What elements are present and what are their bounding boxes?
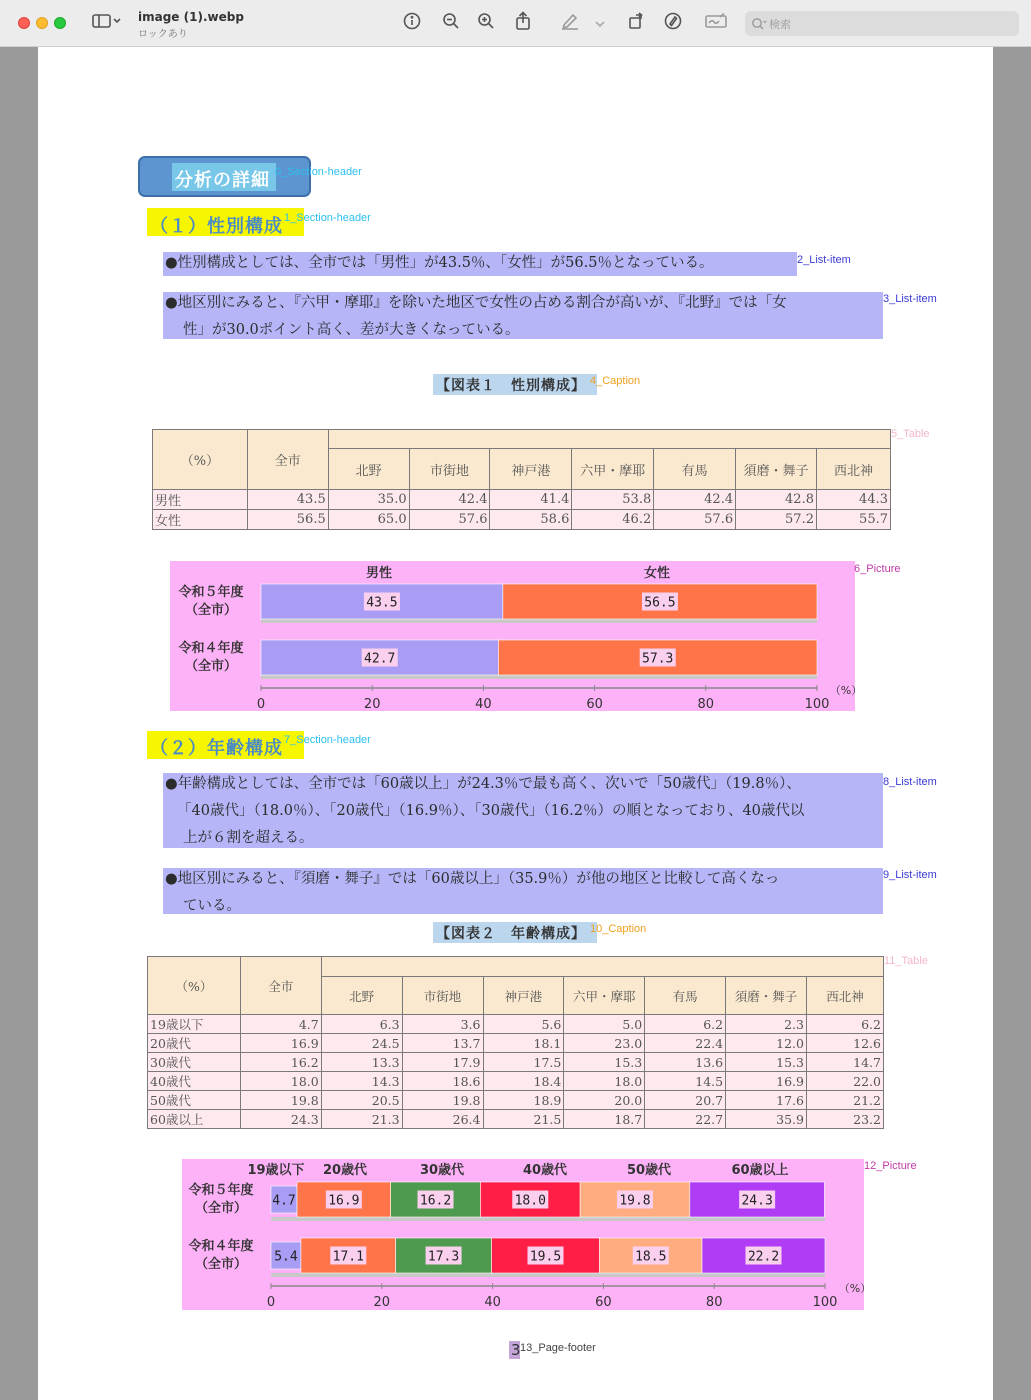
value-label: 22.2 <box>747 1249 780 1265</box>
table-cell: 65.0 <box>328 510 409 530</box>
table-cell: 43.5 <box>247 490 328 510</box>
table-cell: 18.1 <box>483 1034 564 1053</box>
age-list-item-1-region-label: 8_List-item <box>883 776 937 788</box>
x-tick-label: 60 <box>586 697 603 712</box>
table-cell: 42.4 <box>409 490 490 510</box>
value-label: 5.4 <box>274 1249 298 1265</box>
table-header-cell: 有馬 <box>654 449 736 490</box>
table-cell: 18.7 <box>564 1110 645 1129</box>
paragraph-line: ●地区別にみると、『六甲・摩耶』を除いた地区で女性の占める割合が高いが、『北野』では「女 <box>165 295 787 311</box>
table-cell: 18.0 <box>564 1072 645 1091</box>
table-header-cell: 須磨・舞子 <box>726 977 807 1015</box>
table-cell: 5.0 <box>564 1015 645 1034</box>
gender-caption: 【図表１ 性別構成】 <box>436 378 586 394</box>
legend-label: 40歳代 <box>522 1163 568 1178</box>
table-cell: 17.9 <box>402 1053 483 1072</box>
table-corner: （%） <box>153 430 248 490</box>
category-label: （全市） <box>194 1201 248 1216</box>
table-cell: 14.5 <box>645 1072 726 1091</box>
legend-label: 20歳代 <box>322 1163 368 1178</box>
table-header-cell: 六甲・摩耶 <box>564 977 645 1015</box>
gender-heading-region-label: 1_Section-header <box>284 212 371 224</box>
value-label: 16.9 <box>328 1193 360 1209</box>
x-tick-label: 100 <box>804 697 830 712</box>
legend-label: 女性 <box>643 566 671 581</box>
table-cell: 22.7 <box>645 1110 726 1129</box>
table-header-cell: 北野 <box>321 977 402 1015</box>
table-cell: 35.0 <box>328 490 409 510</box>
category-label: 令和５年度 <box>188 1183 254 1198</box>
table-cell: 13.3 <box>321 1053 402 1072</box>
table-cell: 6.2 <box>807 1015 884 1034</box>
x-tick-label: 20 <box>363 697 381 712</box>
value-label: 57.3 <box>642 651 674 667</box>
bar-shadow <box>271 1273 825 1277</box>
table-header-all-city: 全市 <box>240 957 321 1015</box>
paragraph-line: ている。 <box>183 898 241 914</box>
table-cell: 5.6 <box>483 1015 564 1034</box>
table-cell: 24.3 <box>240 1110 321 1129</box>
table-cell: 57.2 <box>736 510 817 530</box>
table-cell: 14.3 <box>321 1072 402 1091</box>
table-cell: 14.7 <box>807 1053 884 1072</box>
table-row-label: 19歳以下 <box>148 1015 241 1034</box>
document-lock-status: ロックあり <box>138 29 188 40</box>
table-cell: 20.5 <box>321 1091 402 1110</box>
x-unit-label: （%） <box>829 684 863 697</box>
table-cell: 15.3 <box>564 1053 645 1072</box>
gender-heading: （１）性別構成 <box>150 216 283 237</box>
table-row-label: 40歳代 <box>148 1072 241 1091</box>
table-header-cell: 神戸港 <box>490 449 572 490</box>
table-cell: 16.2 <box>240 1053 321 1072</box>
paragraph-line: 上が６割を超える。 <box>183 830 314 846</box>
age-caption-region-label: 10_Caption <box>590 923 647 935</box>
page-footer-region-label: 13_Page-footer <box>520 1342 596 1354</box>
table-cell: 46.2 <box>572 510 654 530</box>
table-cell: 12.0 <box>726 1034 807 1053</box>
table-cell: 23.0 <box>564 1034 645 1053</box>
value-label: 17.1 <box>332 1249 364 1265</box>
table-cell: 21.3 <box>321 1110 402 1129</box>
table-cell: 4.7 <box>240 1015 321 1034</box>
table-cell: 2.3 <box>726 1015 807 1034</box>
table-cell: 20.0 <box>564 1091 645 1110</box>
legend-label: 19歳以下 <box>247 1163 305 1178</box>
gender-list-item-2-region-label: 3_List-item <box>883 293 937 305</box>
table-row-label: 20歳代 <box>148 1034 241 1053</box>
age-heading-region-label: 7_Section-header <box>284 734 371 746</box>
gender-chart-region-label: 6_Picture <box>854 563 901 575</box>
table-cell: 13.7 <box>402 1034 483 1053</box>
value-label: 4.7 <box>272 1193 296 1209</box>
x-tick-label: 0 <box>266 1295 276 1310</box>
table-cell: 22.0 <box>807 1072 884 1091</box>
gender-caption-region-label: 4_Caption <box>590 375 641 387</box>
table-header-cell: 有馬 <box>645 977 726 1015</box>
table-row-label: 男性 <box>153 490 248 510</box>
table-cell: 18.0 <box>240 1072 321 1091</box>
table-cell: 18.9 <box>483 1091 564 1110</box>
table-cell: 13.6 <box>645 1053 726 1072</box>
table-cell: 41.4 <box>490 490 572 510</box>
table-cell: 18.4 <box>483 1072 564 1091</box>
x-tick-label: 80 <box>697 697 715 712</box>
search-placeholder: 検索 <box>769 18 791 31</box>
table-cell: 22.4 <box>645 1034 726 1053</box>
table-cell: 6.3 <box>321 1015 402 1034</box>
table-cell: 24.5 <box>321 1034 402 1053</box>
age-table-region-label: 11_Table <box>884 955 928 967</box>
category-label: （全市） <box>184 659 238 674</box>
value-label: 19.5 <box>529 1249 562 1265</box>
legend-label: 男性 <box>365 566 393 581</box>
table-cell: 17.5 <box>483 1053 564 1072</box>
table-header-cell: 市街地 <box>402 977 483 1015</box>
table-cell: 42.8 <box>736 490 817 510</box>
legend-label: 60歳以上 <box>731 1163 789 1178</box>
value-label: 24.3 <box>741 1193 773 1209</box>
table-cell: 57.6 <box>654 510 736 530</box>
x-tick-label: 40 <box>484 1295 501 1310</box>
table-corner: （%） <box>148 957 241 1015</box>
table-header-cell: 須磨・舞子 <box>736 449 817 490</box>
table-row-label: 30歳代 <box>148 1053 241 1072</box>
value-label: 56.5 <box>644 595 676 611</box>
table-cell: 42.4 <box>654 490 736 510</box>
table-cell: 26.4 <box>402 1110 483 1129</box>
paragraph-line: ●性別構成としては、全市では「男性」が43.5％、「女性」が56.5％となっている。 <box>165 255 714 271</box>
page-number: 3 <box>511 1341 521 1359</box>
category-label: （全市） <box>184 603 238 618</box>
table-header-cell: 西北神 <box>816 449 890 490</box>
table-cell: 58.6 <box>490 510 572 530</box>
table-header-cell: 神戸港 <box>483 977 564 1015</box>
table-cell: 19.8 <box>240 1091 321 1110</box>
document-title: image (1).webp <box>138 10 244 24</box>
category-label: 令和４年度 <box>188 1239 254 1254</box>
table-cell: 23.2 <box>807 1110 884 1129</box>
table-header-cell: 市街地 <box>409 449 490 490</box>
paragraph-line: 「40歳代」（18.0％）、「20歳代」（16.9％）、「30歳代」（16.2％）の順となっており、40歳代以 <box>177 803 805 819</box>
value-label: 16.2 <box>419 1193 452 1209</box>
x-tick-label: 80 <box>705 1295 723 1310</box>
table-cell: 15.3 <box>726 1053 807 1072</box>
value-label: 18.5 <box>635 1249 667 1265</box>
x-tick-label: 40 <box>475 697 492 712</box>
table-cell: 35.9 <box>726 1110 807 1129</box>
bar-shadow <box>271 1217 825 1221</box>
paragraph-line: ●年齢構成としては、全市では「60歳以上」が24.3％で最も高く、次いで「50歳代」（19.8％）、 <box>165 776 801 792</box>
table-cell: 18.6 <box>402 1072 483 1091</box>
age-heading: （２）年齢構成 <box>150 738 283 759</box>
paragraph-line: ●地区別にみると、『須磨・舞子』では「60歳以上」（35.9％）が他の地区と比較して高くなっ <box>165 871 780 887</box>
category-label: （全市） <box>194 1257 248 1272</box>
gender-list-item-1-region-label: 2_List-item <box>797 254 851 266</box>
table-cell: 44.3 <box>816 490 890 510</box>
table-cell: 17.6 <box>726 1091 807 1110</box>
x-tick-label: 100 <box>812 1295 838 1310</box>
value-label: 19.8 <box>619 1193 651 1209</box>
category-label: 令和４年度 <box>178 641 244 656</box>
table-header-cell: 西北神 <box>807 977 884 1015</box>
table-cell: 55.7 <box>816 510 890 530</box>
table-header-cell: 北野 <box>328 449 409 490</box>
table-cell: 6.2 <box>645 1015 726 1034</box>
age-chart-region-label: 12_Picture <box>864 1160 917 1172</box>
table-header-cell: 六甲・摩耶 <box>572 449 654 490</box>
table-cell: 20.7 <box>645 1091 726 1110</box>
table-cell: 16.9 <box>240 1034 321 1053</box>
table-cell: 19.8 <box>402 1091 483 1110</box>
category-label: 令和５年度 <box>178 585 244 600</box>
table-header-all-city: 全市 <box>247 430 328 490</box>
table-cell: 53.8 <box>572 490 654 510</box>
table-row-label: 女性 <box>153 510 248 530</box>
section-header-region-label: 0_Section-header <box>275 166 362 178</box>
age-caption: 【図表２ 年齢構成】 <box>436 926 586 942</box>
table-cell: 56.5 <box>247 510 328 530</box>
legend-label: 50歳代 <box>626 1163 672 1178</box>
legend-label: 30歳代 <box>419 1163 465 1178</box>
table-cell: 21.5 <box>483 1110 564 1129</box>
x-tick-label: 60 <box>595 1295 612 1310</box>
table-cell: 57.6 <box>409 510 490 530</box>
value-label: 42.7 <box>364 651 396 667</box>
table-cell: 3.6 <box>402 1015 483 1034</box>
table-cell: 16.9 <box>726 1072 807 1091</box>
x-unit-label: （%） <box>838 1282 872 1295</box>
value-label: 18.0 <box>514 1193 546 1209</box>
gender-table-region-label: 5_Table <box>891 428 930 440</box>
value-label: 43.5 <box>366 595 398 611</box>
table-row-label: 50歳代 <box>148 1091 241 1110</box>
table-cell: 12.6 <box>807 1034 884 1053</box>
x-tick-label: 0 <box>256 697 266 712</box>
age-list-item-2-region-label: 9_List-item <box>883 869 937 881</box>
x-tick-label: 20 <box>373 1295 391 1310</box>
paragraph-line: 性」が30.0ポイント高く、差が大きくなっている。 <box>183 322 520 338</box>
value-label: 17.3 <box>427 1249 460 1265</box>
section-header-title: 分析の詳細 <box>175 170 270 191</box>
table-cell: 21.2 <box>807 1091 884 1110</box>
table-row-label: 60歳以上 <box>148 1110 241 1129</box>
